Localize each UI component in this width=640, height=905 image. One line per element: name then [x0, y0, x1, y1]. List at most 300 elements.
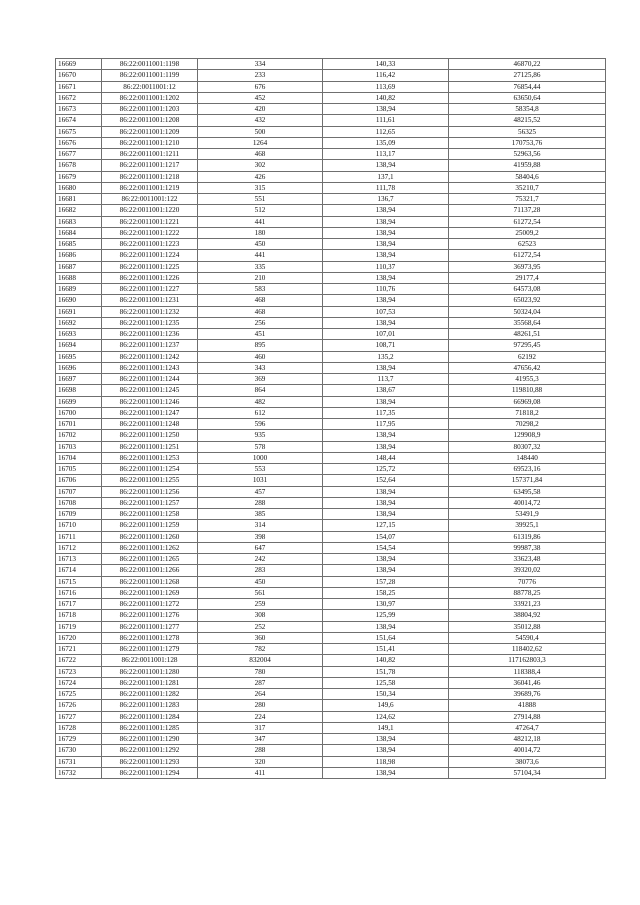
rate-cell: 138,94: [323, 497, 449, 508]
table-row: [56, 362, 606, 373]
row-number-cell: 16692: [56, 317, 102, 328]
value-cell: 53491,9: [449, 509, 606, 520]
row-number-cell: 16715: [56, 576, 102, 587]
value-cell: 69523,16: [449, 464, 606, 475]
table-row: [56, 351, 606, 362]
row-number-cell: 16682: [56, 205, 102, 216]
rate-cell: 135,09: [323, 137, 449, 148]
value-cell: 65023,92: [449, 295, 606, 306]
rate-cell: 117,35: [323, 407, 449, 418]
cadastral-number-cell: 86:22:0011001:1284: [102, 711, 198, 722]
value-cell: 61319,86: [449, 531, 606, 542]
table-row: [56, 261, 606, 272]
value-cell: 41959,88: [449, 160, 606, 171]
cadastral-number-cell: 86:22:0011001:1221: [102, 216, 198, 227]
rate-cell: 150,34: [323, 689, 449, 700]
cadastral-table: [55, 58, 606, 779]
row-number-cell: 16676: [56, 137, 102, 148]
row-number-cell: 16674: [56, 115, 102, 126]
cadastral-number-cell: 86:22:0011001:1293: [102, 756, 198, 767]
value-cell: 46870,22: [449, 59, 606, 70]
area-cell: 452: [198, 92, 323, 103]
row-number-cell: 16686: [56, 250, 102, 261]
area-cell: 441: [198, 216, 323, 227]
table-row: [56, 632, 606, 643]
value-cell: 36041,46: [449, 677, 606, 688]
area-cell: 252: [198, 621, 323, 632]
cadastral-number-cell: 86:22:0011001:1256: [102, 486, 198, 497]
area-cell: 320: [198, 756, 323, 767]
cadastral-number-cell: 86:22:0011001:1199: [102, 70, 198, 81]
rate-cell: 138,94: [323, 317, 449, 328]
area-cell: 561: [198, 587, 323, 598]
cadastral-number-cell: 86:22:0011001:1224: [102, 250, 198, 261]
cadastral-number-cell: 86:22:0011001:1278: [102, 632, 198, 643]
area-cell: 288: [198, 745, 323, 756]
area-cell: 283: [198, 565, 323, 576]
table-row: [56, 160, 606, 171]
row-number-cell: 16721: [56, 644, 102, 655]
row-number-cell: 16703: [56, 441, 102, 452]
area-cell: 280: [198, 700, 323, 711]
value-cell: 119810,88: [449, 385, 606, 396]
row-number-cell: 16726: [56, 700, 102, 711]
row-number-cell: 16699: [56, 396, 102, 407]
cadastral-number-cell: 86:22:0011001:1279: [102, 644, 198, 655]
area-cell: 334: [198, 59, 323, 70]
cadastral-number-cell: 86:22:0011001:1277: [102, 621, 198, 632]
row-number-cell: 16701: [56, 419, 102, 430]
value-cell: 99987,38: [449, 542, 606, 553]
row-number-cell: 16727: [56, 711, 102, 722]
table-row: [56, 599, 606, 610]
area-cell: 315: [198, 182, 323, 193]
rate-cell: 113,69: [323, 81, 449, 92]
rate-cell: 138,94: [323, 250, 449, 261]
rate-cell: 138,94: [323, 565, 449, 576]
table-row: [56, 306, 606, 317]
row-number-cell: 16723: [56, 666, 102, 677]
row-number-cell: 16693: [56, 329, 102, 340]
rate-cell: 138,94: [323, 295, 449, 306]
row-number-cell: 16709: [56, 509, 102, 520]
row-number-cell: 16704: [56, 452, 102, 463]
rate-cell: 149,1: [323, 722, 449, 733]
row-number-cell: 16722: [56, 655, 102, 666]
rate-cell: 116,42: [323, 70, 449, 81]
cadastral-number-cell: 86:22:0011001:1294: [102, 767, 198, 778]
table-row: [56, 666, 606, 677]
cadastral-number-cell: 86:22:0011001:1255: [102, 475, 198, 486]
table-row: [56, 385, 606, 396]
cadastral-number-cell: 86:22:0011001:1269: [102, 587, 198, 598]
rate-cell: 113,17: [323, 149, 449, 160]
cadastral-number-cell: 86:22:0011001:1236: [102, 329, 198, 340]
value-cell: 33921,23: [449, 599, 606, 610]
area-cell: 256: [198, 317, 323, 328]
value-cell: 56325: [449, 126, 606, 137]
area-cell: 553: [198, 464, 323, 475]
area-cell: 420: [198, 104, 323, 115]
row-number-cell: 16694: [56, 340, 102, 351]
table-row: [56, 137, 606, 148]
value-cell: 148440: [449, 452, 606, 463]
row-number-cell: 16732: [56, 767, 102, 778]
row-number-cell: 16717: [56, 599, 102, 610]
value-cell: 35012,88: [449, 621, 606, 632]
rate-cell: 140,33: [323, 59, 449, 70]
row-number-cell: 16713: [56, 554, 102, 565]
row-number-cell: 16680: [56, 182, 102, 193]
table-row: [56, 520, 606, 531]
row-number-cell: 16697: [56, 374, 102, 385]
cadastral-number-cell: 86:22:0011001:1198: [102, 59, 198, 70]
rate-cell: 138,94: [323, 216, 449, 227]
rate-cell: 117,95: [323, 419, 449, 430]
cadastral-number-cell: 86:22:0011001:128: [102, 655, 198, 666]
cadastral-number-cell: 86:22:0011001:1276: [102, 610, 198, 621]
table-row: [56, 239, 606, 250]
area-cell: 468: [198, 306, 323, 317]
rate-cell: 108,71: [323, 340, 449, 351]
rate-cell: 110,76: [323, 284, 449, 295]
table-row: [56, 171, 606, 182]
rate-cell: 138,94: [323, 227, 449, 238]
area-cell: 242: [198, 554, 323, 565]
table-row: [56, 644, 606, 655]
area-cell: 385: [198, 509, 323, 520]
rate-cell: 112,65: [323, 126, 449, 137]
value-cell: 61272,54: [449, 216, 606, 227]
row-number-cell: 16691: [56, 306, 102, 317]
row-number-cell: 16731: [56, 756, 102, 767]
cadastral-number-cell: 86:22:0011001:122: [102, 194, 198, 205]
row-number-cell: 16684: [56, 227, 102, 238]
table-row: [56, 149, 606, 160]
area-cell: 457: [198, 486, 323, 497]
value-cell: 48261,51: [449, 329, 606, 340]
cadastral-number-cell: 86:22:0011001:1266: [102, 565, 198, 576]
rate-cell: 136,7: [323, 194, 449, 205]
rate-cell: 107,53: [323, 306, 449, 317]
area-cell: 233: [198, 70, 323, 81]
cadastral-number-cell: 86:22:0011001:1223: [102, 239, 198, 250]
row-number-cell: 16678: [56, 160, 102, 171]
area-cell: 864: [198, 385, 323, 396]
cadastral-number-cell: 86:22:0011001:1280: [102, 666, 198, 677]
table-row: [56, 396, 606, 407]
cadastral-number-cell: 86:22:0011001:1237: [102, 340, 198, 351]
area-cell: 780: [198, 666, 323, 677]
cadastral-number-cell: 86:22:0011001:1260: [102, 531, 198, 542]
value-cell: 41888: [449, 700, 606, 711]
cadastral-number-cell: 86:22:0011001:1244: [102, 374, 198, 385]
rate-cell: 140,82: [323, 655, 449, 666]
cadastral-number-cell: 86:22:0011001:1225: [102, 261, 198, 272]
value-cell: 47656,42: [449, 362, 606, 373]
value-cell: 117162803,3: [449, 655, 606, 666]
table-row: [56, 70, 606, 81]
value-cell: 38804,92: [449, 610, 606, 621]
rate-cell: 151,78: [323, 666, 449, 677]
value-cell: 39320,02: [449, 565, 606, 576]
rate-cell: 118,98: [323, 756, 449, 767]
rate-cell: 157,28: [323, 576, 449, 587]
row-number-cell: 16700: [56, 407, 102, 418]
cadastral-number-cell: 86:22:0011001:1220: [102, 205, 198, 216]
area-cell: 180: [198, 227, 323, 238]
rate-cell: 125,72: [323, 464, 449, 475]
cadastral-number-cell: 86:22:0011001:1268: [102, 576, 198, 587]
value-cell: 40014,72: [449, 497, 606, 508]
table-row: [56, 295, 606, 306]
rate-cell: 138,94: [323, 441, 449, 452]
cadastral-number-cell: 86:22:0011001:1265: [102, 554, 198, 565]
area-cell: 596: [198, 419, 323, 430]
rate-cell: 152,64: [323, 475, 449, 486]
table-row: [56, 565, 606, 576]
table-row: [56, 587, 606, 598]
row-number-cell: 16719: [56, 621, 102, 632]
value-cell: 62523: [449, 239, 606, 250]
area-cell: 369: [198, 374, 323, 385]
value-cell: 48212,18: [449, 734, 606, 745]
value-cell: 41955,3: [449, 374, 606, 385]
value-cell: 71818,2: [449, 407, 606, 418]
value-cell: 58354,8: [449, 104, 606, 115]
row-number-cell: 16695: [56, 351, 102, 362]
value-cell: 75321,7: [449, 194, 606, 205]
row-number-cell: 16683: [56, 216, 102, 227]
row-number-cell: 16720: [56, 632, 102, 643]
value-cell: 38073,6: [449, 756, 606, 767]
value-cell: 157371,84: [449, 475, 606, 486]
row-number-cell: 16705: [56, 464, 102, 475]
table-row: [56, 407, 606, 418]
row-number-cell: 16681: [56, 194, 102, 205]
cadastral-number-cell: 86:22:0011001:1257: [102, 497, 198, 508]
table-row: [56, 250, 606, 261]
rate-cell: 138,67: [323, 385, 449, 396]
row-number-cell: 16710: [56, 520, 102, 531]
cadastral-number-cell: 86:22:0011001:12: [102, 81, 198, 92]
cadastral-number-cell: 86:22:0011001:1262: [102, 542, 198, 553]
area-cell: 583: [198, 284, 323, 295]
cadastral-number-cell: 86:22:0011001:1208: [102, 115, 198, 126]
row-number-cell: 16707: [56, 486, 102, 497]
area-cell: 210: [198, 272, 323, 283]
rate-cell: 138,94: [323, 621, 449, 632]
row-number-cell: 16730: [56, 745, 102, 756]
rate-cell: 138,94: [323, 239, 449, 250]
area-cell: 360: [198, 632, 323, 643]
rate-cell: 138,94: [323, 396, 449, 407]
rate-cell: 138,94: [323, 205, 449, 216]
area-cell: 500: [198, 126, 323, 137]
value-cell: 97295,45: [449, 340, 606, 351]
area-cell: 450: [198, 576, 323, 587]
cadastral-number-cell: 86:22:0011001:1243: [102, 362, 198, 373]
cadastral-number-cell: 86:22:0011001:1259: [102, 520, 198, 531]
cadastral-number-cell: 86:22:0011001:1251: [102, 441, 198, 452]
value-cell: 33623,48: [449, 554, 606, 565]
row-number-cell: 16690: [56, 295, 102, 306]
row-number-cell: 16708: [56, 497, 102, 508]
area-cell: 224: [198, 711, 323, 722]
area-cell: 1000: [198, 452, 323, 463]
cadastral-number-cell: 86:22:0011001:1245: [102, 385, 198, 396]
value-cell: 70776: [449, 576, 606, 587]
value-cell: 27125,86: [449, 70, 606, 81]
rate-cell: 158,25: [323, 587, 449, 598]
value-cell: 48215,52: [449, 115, 606, 126]
rate-cell: 110,37: [323, 261, 449, 272]
rate-cell: 138,94: [323, 554, 449, 565]
area-cell: 935: [198, 430, 323, 441]
row-number-cell: 16669: [56, 59, 102, 70]
rate-cell: 148,44: [323, 452, 449, 463]
cadastral-number-cell: 86:22:0011001:1231: [102, 295, 198, 306]
rate-cell: 138,94: [323, 767, 449, 778]
value-cell: 57104,34: [449, 767, 606, 778]
row-number-cell: 16706: [56, 475, 102, 486]
value-cell: 54590,4: [449, 632, 606, 643]
table-row: [56, 509, 606, 520]
value-cell: 36973,95: [449, 261, 606, 272]
cadastral-number-cell: 86:22:0011001:1209: [102, 126, 198, 137]
rate-cell: 113,7: [323, 374, 449, 385]
cadastral-number-cell: 86:22:0011001:1290: [102, 734, 198, 745]
area-cell: 832004: [198, 655, 323, 666]
area-cell: 398: [198, 531, 323, 542]
rate-cell: 154,54: [323, 542, 449, 553]
row-number-cell: 16712: [56, 542, 102, 553]
table-row: [56, 554, 606, 565]
row-number-cell: 16671: [56, 81, 102, 92]
table-row: [56, 756, 606, 767]
value-cell: 25009,2: [449, 227, 606, 238]
table-row: [56, 115, 606, 126]
table-row: [56, 419, 606, 430]
value-cell: 47264,7: [449, 722, 606, 733]
value-cell: 80307,32: [449, 441, 606, 452]
cadastral-number-cell: 86:22:0011001:1281: [102, 677, 198, 688]
area-cell: 259: [198, 599, 323, 610]
cadastral-number-cell: 86:22:0011001:1248: [102, 419, 198, 430]
rate-cell: 138,94: [323, 745, 449, 756]
area-cell: 482: [198, 396, 323, 407]
table-row: [56, 104, 606, 115]
area-cell: 314: [198, 520, 323, 531]
row-number-cell: 16688: [56, 272, 102, 283]
cadastral-number-cell: 86:22:0011001:1218: [102, 171, 198, 182]
table-row: [56, 655, 606, 666]
value-cell: 52963,56: [449, 149, 606, 160]
row-number-cell: 16677: [56, 149, 102, 160]
cadastral-number-cell: 86:22:0011001:1227: [102, 284, 198, 295]
value-cell: 118388,4: [449, 666, 606, 677]
cadastral-number-cell: 86:22:0011001:1250: [102, 430, 198, 441]
row-number-cell: 16698: [56, 385, 102, 396]
area-cell: 343: [198, 362, 323, 373]
value-cell: 40014,72: [449, 745, 606, 756]
cadastral-number-cell: 86:22:0011001:1258: [102, 509, 198, 520]
value-cell: 64573,08: [449, 284, 606, 295]
area-cell: 426: [198, 171, 323, 182]
cadastral-number-cell: 86:22:0011001:1232: [102, 306, 198, 317]
table-row: [56, 340, 606, 351]
rate-cell: 111,61: [323, 115, 449, 126]
row-number-cell: 16714: [56, 565, 102, 576]
cadastral-number-cell: 86:22:0011001:1253: [102, 452, 198, 463]
cadastral-number-cell: 86:22:0011001:1272: [102, 599, 198, 610]
value-cell: 70298,2: [449, 419, 606, 430]
area-cell: 317: [198, 722, 323, 733]
area-cell: 411: [198, 767, 323, 778]
table-row: [56, 329, 606, 340]
rate-cell: 124,62: [323, 711, 449, 722]
row-number-cell: 16673: [56, 104, 102, 115]
row-number-cell: 16725: [56, 689, 102, 700]
cadastral-number-cell: 86:22:0011001:1247: [102, 407, 198, 418]
row-number-cell: 16685: [56, 239, 102, 250]
cadastral-number-cell: 86:22:0011001:1211: [102, 149, 198, 160]
area-cell: 460: [198, 351, 323, 362]
table-row: [56, 542, 606, 553]
cadastral-number-cell: 86:22:0011001:1283: [102, 700, 198, 711]
table-row: [56, 81, 606, 92]
table-row: [56, 441, 606, 452]
cadastral-number-cell: 86:22:0011001:1282: [102, 689, 198, 700]
area-cell: 647: [198, 542, 323, 553]
value-cell: 27914,88: [449, 711, 606, 722]
rate-cell: 140,82: [323, 92, 449, 103]
cadastral-number-cell: 86:22:0011001:1210: [102, 137, 198, 148]
value-cell: 35568,64: [449, 317, 606, 328]
cadastral-number-cell: 86:22:0011001:1242: [102, 351, 198, 362]
value-cell: 62192: [449, 351, 606, 362]
table-row: [56, 610, 606, 621]
row-number-cell: 16724: [56, 677, 102, 688]
row-number-cell: 16679: [56, 171, 102, 182]
row-number-cell: 16711: [56, 531, 102, 542]
area-cell: 1264: [198, 137, 323, 148]
table-row: [56, 205, 606, 216]
table-row: [56, 126, 606, 137]
area-cell: 287: [198, 677, 323, 688]
row-number-cell: 16728: [56, 722, 102, 733]
table-row: [56, 227, 606, 238]
area-cell: 468: [198, 295, 323, 306]
value-cell: 129908,9: [449, 430, 606, 441]
area-cell: 264: [198, 689, 323, 700]
area-cell: 288: [198, 497, 323, 508]
area-cell: 451: [198, 329, 323, 340]
rate-cell: 138,94: [323, 104, 449, 115]
table-row: [56, 92, 606, 103]
rate-cell: 154,07: [323, 531, 449, 542]
area-cell: 468: [198, 149, 323, 160]
rate-cell: 125,99: [323, 610, 449, 621]
row-number-cell: 16675: [56, 126, 102, 137]
table-row: [56, 497, 606, 508]
area-cell: 302: [198, 160, 323, 171]
area-cell: 347: [198, 734, 323, 745]
rate-cell: 151,41: [323, 644, 449, 655]
table-row: [56, 734, 606, 745]
cadastral-number-cell: 86:22:0011001:1285: [102, 722, 198, 733]
rate-cell: 107,01: [323, 329, 449, 340]
